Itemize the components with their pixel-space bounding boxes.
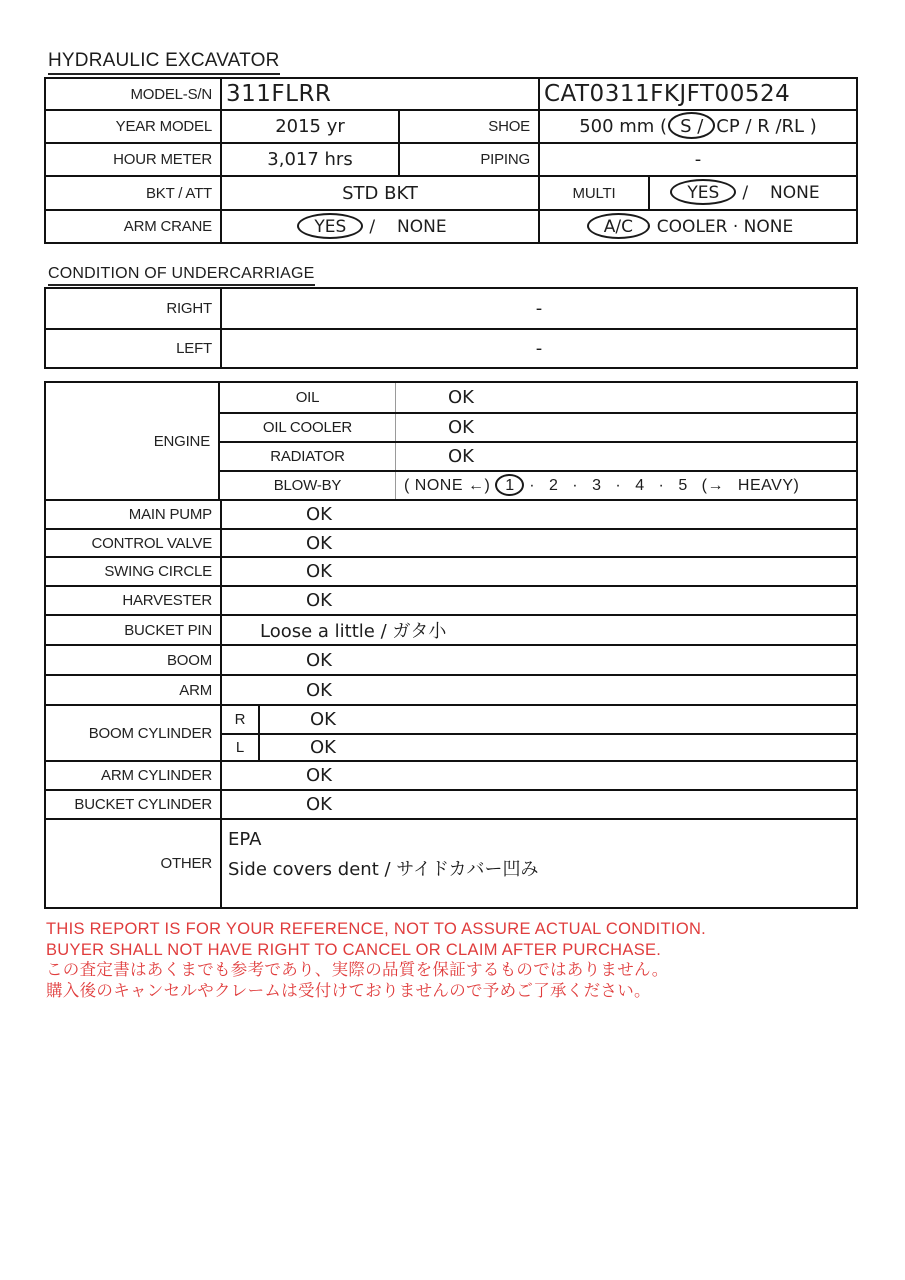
engine-oil-cooler-value: OK [448, 417, 474, 438]
page-title: HYDRAULIC EXCAVATOR [48, 50, 280, 75]
table-row [46, 674, 856, 704]
disclaimer-line: THIS REPORT IS FOR YOUR REFERENCE, NOT TO ASSURE ACTUAL CONDITION. [46, 920, 707, 938]
disclaimer-text [46, 919, 706, 1001]
shoe-value [538, 111, 856, 142]
table-row [46, 109, 856, 142]
condition-table [44, 381, 858, 909]
engine-rows [220, 383, 856, 499]
engine-oil-label: OIL [220, 383, 396, 412]
harvester-value: OK [220, 587, 856, 614]
arm-value: OK [220, 676, 856, 704]
disclaimer-line: この査定書はあくまでも参考であり、実際の品質を保証するものではありません。 [46, 961, 669, 979]
table-row [46, 142, 856, 175]
table-row [220, 441, 856, 470]
aircon-value [538, 211, 856, 242]
other-line-dent: Side covers dent / サイドカバー凹み [228, 859, 539, 880]
model-value: 311FLRR [220, 79, 538, 109]
other-label: OTHER [160, 855, 212, 872]
table-row [46, 499, 856, 528]
year-model-value: 2015 yr [220, 111, 398, 142]
blow-by-selected-circle: 1 [505, 476, 515, 494]
engine-radiator-value: OK [448, 446, 474, 467]
shoe-label: SHOE [398, 111, 538, 142]
spec-table [44, 77, 858, 244]
table-row [46, 528, 856, 556]
control-valve-value: OK [220, 530, 856, 556]
hour-meter-label: HOUR METER [113, 151, 212, 168]
arm-crane-label: ARM CRANE [123, 218, 212, 235]
other-block [46, 818, 856, 907]
engine-oil-cooler-label: OIL COOLER [220, 414, 396, 441]
table-row [46, 644, 856, 674]
table-row [46, 328, 856, 367]
blow-by-label: BLOW-BY [220, 472, 396, 499]
boom-cylinder-block [46, 704, 856, 760]
bucket-cylinder-label: BUCKET CYLINDER [74, 796, 212, 813]
table-row [46, 789, 856, 818]
blow-by-scale-rest: · 2 · 3 · 4 · 5 (→ HEAVY) [529, 476, 800, 494]
engine-label: ENGINE [46, 383, 220, 499]
swing-circle-value: OK [220, 558, 856, 585]
control-valve-label: CONTROL VALVE [91, 534, 212, 552]
table-row [46, 614, 856, 644]
boom-cylinder-label: BOOM CYLINDER [88, 724, 212, 742]
bucket-pin-value: Loose a little / ガタ小 [220, 616, 856, 644]
boom-cylinder-r-label: R [234, 710, 246, 728]
arm-crane-separator: / [369, 216, 376, 237]
boom-cylinder-rows [220, 706, 856, 760]
multi-option-none: NONE [770, 183, 820, 203]
table-row [222, 706, 856, 733]
shoe-selected-circle: S / [680, 116, 704, 137]
engine-oil-value: OK [448, 387, 474, 408]
main-pump-value: OK [220, 501, 856, 528]
serial-number-value: CAT0311FKJFT00524 [538, 79, 856, 109]
arm-cylinder-label: ARM CYLINDER [101, 767, 212, 784]
table-row [220, 383, 856, 412]
hour-meter-value: 3,017 hrs [220, 144, 398, 175]
piping-label: PIPING [398, 144, 538, 175]
boom-cylinder-l-value: OK [258, 735, 856, 760]
undercarriage-left-value: - [220, 330, 856, 367]
swing-circle-label: SWING CIRCLE [104, 563, 212, 580]
blow-by-scale [396, 472, 856, 499]
table-row [220, 470, 856, 499]
multi-value [648, 177, 856, 209]
table-row [46, 79, 856, 109]
undercarriage-right-value: - [220, 289, 856, 328]
table-row [46, 289, 856, 328]
table-row [46, 556, 856, 585]
arm-crane-option-none: NONE [397, 216, 447, 237]
table-row [46, 175, 856, 209]
undercarriage-left-label: LEFT [176, 340, 212, 357]
bucket-pin-label: BUCKET PIN [124, 621, 212, 639]
table-row [222, 733, 856, 760]
arm-crane-value [220, 211, 538, 242]
shoe-value-prefix: 500 mm ( [579, 116, 668, 137]
model-sn-label: MODEL-S/N [130, 85, 212, 103]
bkt-att-label: BKT / ATT [146, 184, 212, 202]
year-model-label: YEAR MODEL [115, 118, 212, 135]
undercarriage-table [44, 287, 858, 369]
undercarriage-section-title: CONDITION OF UNDERCARRIAGE [48, 265, 315, 286]
multi-label: MULTI [538, 177, 648, 209]
aircon-options: · COOLER · NONE [646, 216, 794, 237]
arm-label: ARM [179, 681, 212, 699]
multi-separator: / [742, 183, 749, 203]
harvester-label: HARVESTER [122, 592, 212, 609]
piping-value: - [538, 144, 856, 175]
table-row [46, 585, 856, 614]
boom-cylinder-l-label: L [235, 738, 245, 756]
bkt-att-value: STD BKT [220, 177, 538, 209]
bucket-cylinder-value: OK [220, 791, 856, 818]
table-row [46, 760, 856, 789]
table-row [220, 412, 856, 441]
disclaimer-line: BUYER SHALL NOT HAVE RIGHT TO CANCEL OR CLAIM AFTER PURCHASE. [46, 940, 662, 959]
other-line-epa: EPA [228, 829, 262, 850]
undercarriage-right-label: RIGHT [166, 300, 212, 317]
engine-radiator-label: RADIATOR [220, 443, 396, 470]
multi-selected-circle: YES [687, 183, 720, 203]
arm-cylinder-value: OK [220, 762, 856, 789]
boom-value: OK [220, 646, 856, 674]
main-pump-label: MAIN PUMP [128, 506, 212, 523]
aircon-selected-circle: A/C [603, 216, 633, 237]
boom-cylinder-r-value: OK [258, 706, 856, 733]
arm-crane-selected-circle: YES [314, 216, 347, 237]
table-row [46, 209, 856, 242]
disclaimer-line: 購入後のキャンセルやクレームは受付けておりませんので予めご了承ください。 [46, 981, 651, 1000]
blow-by-scale-start: ( NONE ←) [404, 476, 491, 494]
shoe-value-options: CP / R /RL ) [716, 116, 817, 137]
engine-block [46, 383, 856, 499]
other-value [220, 820, 856, 907]
boom-label: BOOM [166, 651, 212, 669]
